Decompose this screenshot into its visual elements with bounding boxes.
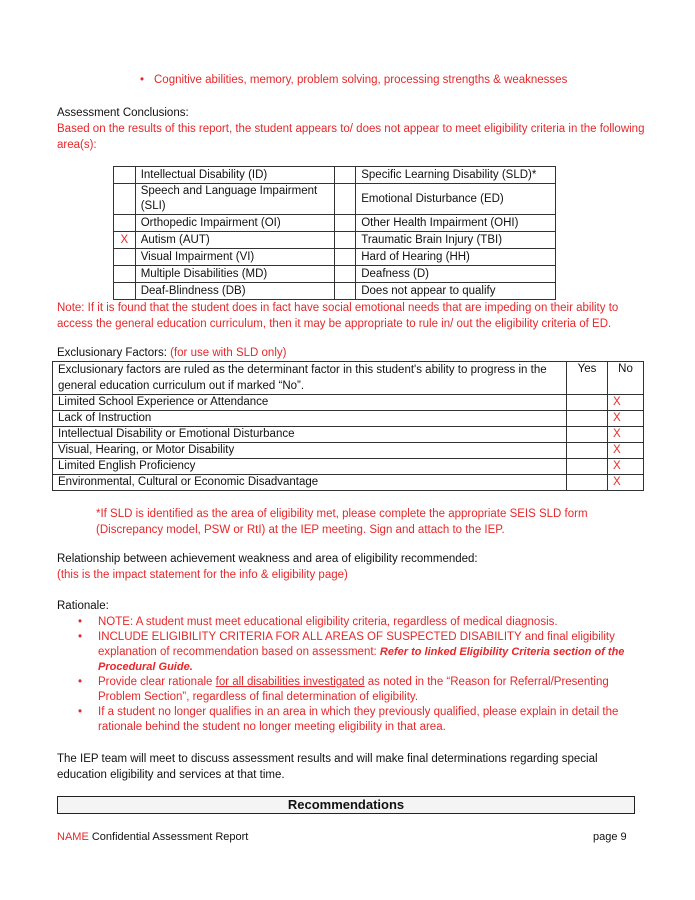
procedural-guide-link[interactable]: Refer to linked Eligibility Criteria section of the Procedural Guide. (98, 646, 625, 673)
exclusionary-row (53, 411, 644, 427)
exclusionary-header-text: Exclusionary factors are ruled as the determinant factor in this student's ability to progress in the general education curriculum out if marked “No”. (53, 362, 567, 395)
footer-text: Confidential Assessment Report (88, 831, 249, 843)
exclusionary-yes-mark[interactable] (567, 475, 608, 491)
rationale-b4: If a student no longer qualifies in an area in which they previously qualified, please explain in detail the rationale behind the student no longer meeting eligibility in that area. (98, 706, 619, 733)
eligibility-mark-right[interactable] (335, 249, 356, 266)
eligibility-left-label: Orthopedic Impairment (OI) (135, 215, 334, 232)
exclusionary-row (53, 395, 644, 411)
eligibility-right-label: Emotional Disturbance (ED) (356, 184, 556, 215)
rationale-b3-post: as noted in the “Reason for Referral/Presenting Problem Section”, regardless of final determination of eligibility. (98, 676, 609, 703)
exclusionary-header-row (53, 362, 644, 395)
cognitive-bullet-text: Cognitive abilities, memory, problem solving, processing strengths & weaknesses (154, 74, 568, 86)
exclusionary-yes-mark[interactable] (567, 411, 608, 427)
bullet-icon: • (78, 616, 83, 628)
exclusionary-yes-mark[interactable] (567, 395, 608, 411)
exclusionary-factor-label: Lack of Instruction (53, 411, 567, 427)
exclusionary-no-mark[interactable]: X (608, 411, 644, 427)
exclusionary-factor-label: Intellectual Disability or Emotional Disturbance (53, 427, 567, 443)
assessment-conclusions-text: Based on the results of this report, the student appears to/ does not appear to meet eligibility criteria in the following area(s): (57, 123, 645, 151)
bullet-icon: • (78, 676, 83, 688)
eligibility-mark-left[interactable] (114, 283, 136, 300)
eligibility-row (114, 232, 556, 249)
exclusionary-yes-mark[interactable] (567, 459, 608, 475)
exclusionary-yes-mark[interactable] (567, 443, 608, 459)
exclusionary-row (53, 427, 644, 443)
exclusionary-factor-label: Limited English Proficiency (53, 459, 567, 475)
rationale-b1: NOTE: A student must meet educational eligibility criteria, regardless of medical diagnosis. (98, 616, 558, 628)
exclusionary-row (53, 459, 644, 475)
eligibility-table (113, 166, 556, 300)
rationale-item (57, 705, 647, 735)
eligibility-row (114, 215, 556, 232)
cognitive-bullet (140, 74, 567, 86)
rationale-item (57, 630, 647, 675)
exclusionary-title-note: (for use with SLD only) (170, 347, 287, 359)
eligibility-mark-right[interactable] (335, 283, 356, 300)
eligibility-left-label: Autism (AUT) (135, 232, 334, 249)
rationale-b3-underline: for all disabilities investigated (215, 676, 365, 688)
eligibility-mark-right[interactable] (335, 167, 356, 184)
eligibility-row (114, 266, 556, 283)
eligibility-mark-right[interactable] (335, 215, 356, 232)
eligibility-mark-left[interactable] (114, 266, 136, 283)
exclusionary-factors-title (57, 347, 286, 359)
exclusionary-factor-label: Limited School Experience or Attendance (53, 395, 567, 411)
recommendations-header: Recommendations (57, 796, 635, 814)
eligibility-left-label: Visual Impairment (VI) (135, 249, 334, 266)
exclusionary-yes-mark[interactable] (567, 427, 608, 443)
exclusionary-factor-label: Visual, Hearing, or Motor Disability (53, 443, 567, 459)
ed-note: Note: If it is found that the student does in fact have social emotional needs that are impeding on their ability to access the general education curriculum, then it may be appropriate to rule in/ out the eligibility criteria of ED. (57, 302, 619, 330)
bullet-icon: • (140, 74, 145, 86)
eligibility-mark-left[interactable]: X (114, 232, 136, 249)
exclusionary-row (53, 475, 644, 491)
exclusionary-factor-label: Environmental, Cultural or Economic Disadvantage (53, 475, 567, 491)
eligibility-left-label: Speech and Language Impairment (SLI) (135, 184, 334, 215)
exclusionary-no-mark[interactable]: X (608, 443, 644, 459)
eligibility-right-label: Hard of Hearing (HH) (356, 249, 556, 266)
eligibility-row (114, 167, 556, 184)
bullet-icon: • (78, 631, 83, 643)
footer-left (57, 831, 248, 843)
rationale-b2: INCLUDE ELIGIBILITY CRITERIA FOR ALL AREAS OF SUSPECTED DISABILITY and final eligibility explanation of recommendation based on assessment: (98, 631, 615, 658)
eligibility-right-label: Other Health Impairment (OHI) (356, 215, 556, 232)
eligibility-row (114, 249, 556, 266)
relationship-title: Relationship between achievement weakness and area of eligibility recommended: (57, 553, 478, 565)
rationale-title: Rationale: (57, 600, 109, 612)
eligibility-mark-right[interactable] (335, 184, 356, 215)
assessment-conclusions-title: Assessment Conclusions: (57, 107, 189, 119)
eligibility-left-label: Deaf-Blindness (DB) (135, 283, 334, 300)
yes-header: Yes (567, 362, 608, 395)
eligibility-mark-left[interactable] (114, 184, 136, 215)
rationale-list (57, 615, 647, 735)
eligibility-mark-right[interactable] (335, 232, 356, 249)
footer-page: page 9 (593, 831, 627, 843)
rationale-b3-pre: Provide clear rationale (98, 676, 216, 688)
rationale-item (57, 615, 647, 630)
eligibility-left-label: Intellectual Disability (ID) (135, 167, 334, 184)
exclusionary-no-mark[interactable]: X (608, 475, 644, 491)
eligibility-right-label: Does not appear to qualify (356, 283, 556, 300)
no-header: No (608, 362, 644, 395)
exclusionary-row (53, 443, 644, 459)
eligibility-left-label: Multiple Disabilities (MD) (135, 266, 334, 283)
exclusionary-no-mark[interactable]: X (608, 395, 644, 411)
eligibility-mark-left[interactable] (114, 249, 136, 266)
rationale-item (57, 675, 647, 705)
footer-name: NAME (57, 831, 89, 843)
eligibility-row (114, 283, 556, 300)
eligibility-right-label: Deafness (D) (356, 266, 556, 283)
eligibility-mark-right[interactable] (335, 266, 356, 283)
exclusionary-no-mark[interactable]: X (608, 459, 644, 475)
relationship-subtitle: (this is the impact statement for the info & eligibility page) (57, 569, 348, 581)
eligibility-row (114, 184, 556, 215)
eligibility-right-label: Traumatic Brain Injury (TBI) (356, 232, 556, 249)
bullet-icon: • (78, 706, 83, 718)
exclusionary-table (52, 361, 644, 491)
eligibility-right-label: Specific Learning Disability (SLD)* (356, 167, 556, 184)
exclusionary-title-text: Exclusionary Factors: (57, 347, 167, 359)
iep-statement: The IEP team will meet to discuss assessment results and will make final determinations regarding special education eligibility and services at that time. (57, 753, 598, 781)
sld-note: *If SLD is identified as the area of eligibility met, please complete the appropriate SEIS SLD form (Discrepancy model, PSW or RtI) at the IEP meeting. Sign and attach to the IEP. (96, 508, 588, 536)
eligibility-mark-left[interactable] (114, 215, 136, 232)
exclusionary-no-mark[interactable]: X (608, 427, 644, 443)
eligibility-mark-left[interactable] (114, 167, 136, 184)
